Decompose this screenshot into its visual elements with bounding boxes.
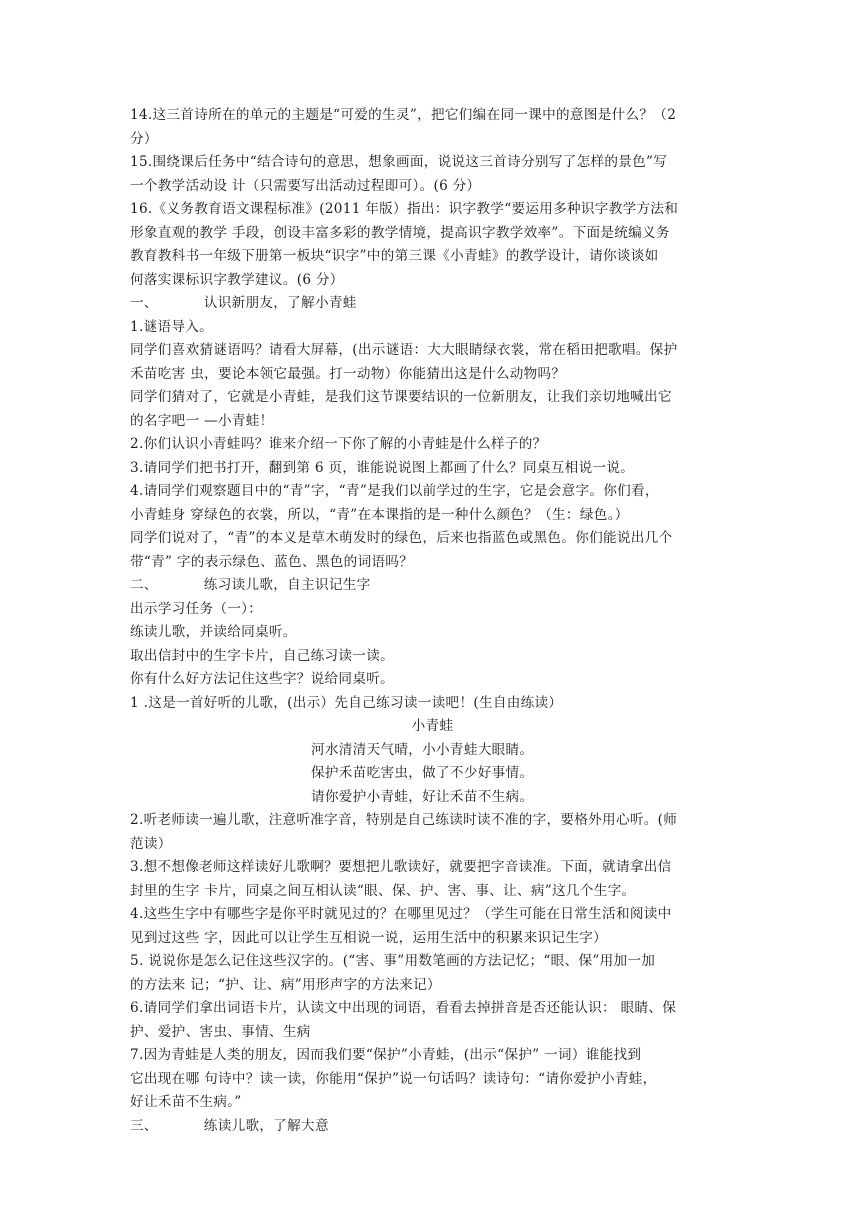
text-line: 形象直观的教学 手段，创设丰富多彩的教学情境，提高识字教学效率”。下面是统编义务 <box>130 224 670 241</box>
text-line: 教育教科书一年级下册第一板块“识字”中的第三课《小青蛙》的教学设计，请你谈谈如 <box>130 248 659 264</box>
text-line: 同学们喜欢猜谜语吗？请看大屏幕，(出示谜语：大大眼睛绿衣裳，常在稻田把歌唱。保护 <box>130 342 678 358</box>
text-line: 同学们猜对了，它就是小青蛙，是我们这节课要结识的一位新朋友，让我们亲切地喊出它 <box>130 389 672 405</box>
text-line: 禾苗吃害 虫，要论本领它最强。打一动物）你能猜出这是什么动物吗？ <box>130 365 566 382</box>
poem <box>130 715 735 809</box>
text-line: 练读儿歌，并读给同桌听。 <box>130 624 297 640</box>
text-line: 2.你们认识小青蛙吗？谁来介绍一下你了解的小青蛙是什么样子的？ <box>130 436 547 452</box>
text-line: 2.听老师读一遍儿歌，注意听准字音，特别是自己练读时读不准的字，要格外用心听。(师 <box>130 812 678 828</box>
text-line: 取出信封中的生字卡片，自己练习读一读。 <box>130 647 394 664</box>
poem-title: 小青蛙 <box>411 718 454 734</box>
text-line: 见到过这些 字，因此可以让学生互相说一说，运用生活中的积累来识记生字） <box>130 929 608 946</box>
text-line: 4.这些生字中有哪些字是你平时就见过的？在哪里见过？（学生可能在日常生活和阅读中 <box>130 906 672 922</box>
text-line: 7.因为青蛙是人类的朋友，因而我们要“保护”小青蛙，(出示“保护” 一词）谁能找到 <box>130 1047 642 1063</box>
text-line: 3.请同学们把书打开，翻到第 6 页，谁能说说图上都画了什么？同桌互相说一说。 <box>130 459 635 476</box>
section-title: 练习读儿歌，自主识记生字 <box>203 577 371 593</box>
section-number: 一、 <box>130 295 158 311</box>
text-line: 4.请同学们观察题目中的“青”字，“青”是我们以前学过的生字，它是会意字。你们看， <box>130 483 659 499</box>
section-1-body <box>130 316 735 575</box>
text-line: 何落实课标识字教学建议。(6 分） <box>130 271 344 288</box>
text-line: 封里的生字 卡片，同桌之间互相认读“眼、保、护、害、事、让、病”这几个生字。 <box>130 882 636 899</box>
text-line: 小青蛙身 穿绿色的衣裳，所以，“青”在本课指的是一种什么颜色？（生：绿色。） <box>130 506 629 523</box>
poem-line: 河水清清天气晴，小小青蛙大眼睛。 <box>311 741 534 758</box>
text-line: 好让禾苗不生病。” <box>130 1094 242 1110</box>
section-2-body <box>130 598 735 716</box>
text-line: 1 .这是一首好听的儿歌，(出示）先自己练习读一读吧！(生自由练读） <box>130 694 563 711</box>
text-line: 同学们说对了，“青”的本义是草木萌发时的绿色，后来也指蓝色或黑色。你们能说出几个 <box>130 530 673 546</box>
section-title: 练读儿歌，了解大意 <box>203 1117 329 1134</box>
text-line: 你有什么好方法记住这些字？说给同桌听。 <box>130 671 394 687</box>
document-page <box>130 104 735 1138</box>
poem-line: 请你爱护小青蛙，好让禾苗不生病。 <box>311 788 534 805</box>
text-line: 护、爱护、害虫、事情、生病 <box>130 1023 311 1040</box>
text-line: 分） <box>130 130 158 147</box>
text-line: 出示学习任务（一）： <box>130 600 263 617</box>
section-number: 三、 <box>130 1117 158 1134</box>
section-heading-3 <box>130 1115 735 1139</box>
text-line: 它出现在哪 句诗中？读一读，你能用“保护”说一句话吗？读诗句：“请你爱护小青蛙， <box>130 1070 657 1087</box>
questions-block <box>130 104 735 292</box>
text-line: 3.想不想像老师这样读好儿歌啊？要想把儿歌读好，就要把字音读准。下面，就请拿出信 <box>130 859 672 875</box>
text-line: 一个教学活动设 计（只需要写出活动过程即可）。(6 分） <box>130 177 481 194</box>
text-line: 的名字吧一 —小青蛙！ <box>130 412 274 429</box>
text-line: 14.这三首诗所在的单元的主题是“可爱的生灵”，把它们编在同一课中的意图是什么？（2 <box>130 107 677 123</box>
text-line: 6.请同学们拿出词语卡片，认读文中出现的词语，看看去掉拼音是否还能认识： 眼睛、保 <box>130 1000 677 1016</box>
section-number: 二、 <box>130 577 158 593</box>
text-line: 带“青” 字的表示绿色、蓝色、黑色的词语吗？ <box>130 553 414 570</box>
section-heading-1 <box>130 292 735 316</box>
section-title: 认识新朋友，了解小青蛙 <box>203 295 357 311</box>
text-line: 15.围绕课后任务中“结合诗句的意思，想象画面，说说这三首诗分别写了怎样的景色”写 <box>130 154 668 170</box>
text-line: 范读） <box>130 835 172 852</box>
poem-line: 保护禾苗吃害虫，做了不少好事情。 <box>311 765 534 781</box>
text-line: 的方法来 记；“护、让、病”用形声字的方法来记） <box>130 976 441 993</box>
section-2-steps <box>130 809 735 1115</box>
section-heading-2 <box>130 574 735 598</box>
text-line: 16.《义务教育语文课程标准》(2011 年版）指出：识字教学“要运用多种识字教学方法和 <box>130 201 679 217</box>
text-line: 1.谜语导入。 <box>130 318 214 335</box>
text-line: 5. 说说你是怎么记住这些汉字的。(“害、事”用数笔画的方法记忆；“眼、保”用加一加 <box>130 953 656 969</box>
